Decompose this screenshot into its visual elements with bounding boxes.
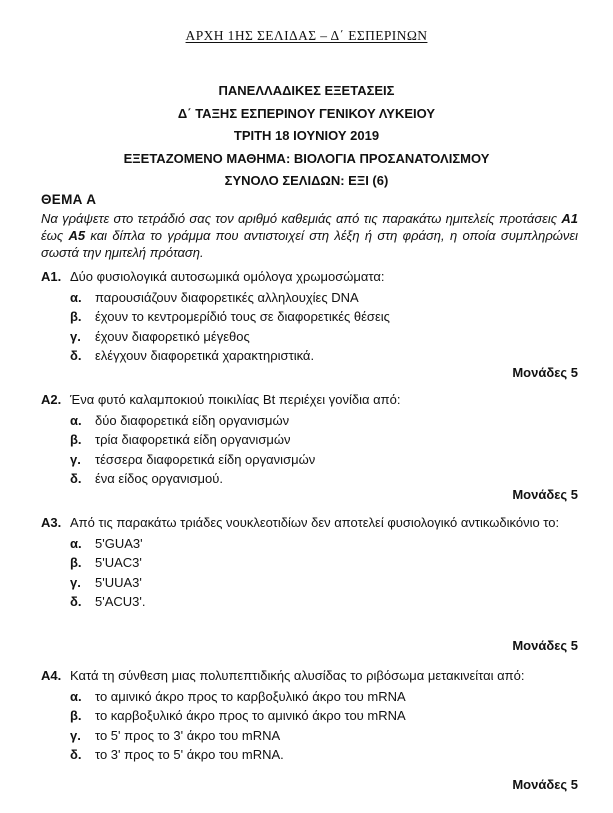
option-item — [41, 411, 578, 430]
points-a3: Μονάδες 5 — [512, 638, 578, 653]
option-item — [41, 745, 578, 764]
option-text: δύο διαφορετικά είδη οργανισμών — [95, 413, 290, 428]
option-text: έχουν το κεντρομερίδιό τους σε διαφορετικές θέσεις — [95, 309, 390, 325]
page-header-text: ΑΡΧΗ 1ΗΣ ΣΕΛΙΔΑΣ – Δ΄ ΕΣΠΕΡΙΝΩΝ — [185, 28, 428, 43]
option-text: τρία διαφορετικά είδη οργανισμών — [95, 432, 291, 448]
option-letter: γ. — [70, 328, 81, 344]
title-line-class: Δ΄ ΤΑΞΗΣ ΕΣΠΕΡΙΝΟΥ ΓΕΝΙΚΟΥ ΛΥΚΕΙΟΥ — [177, 105, 436, 121]
page-header — [0, 28, 613, 44]
option-text: ένα είδος οργανισμού. — [95, 470, 223, 486]
question-text: Κατά τη σύνθεση μιας πολυπεπτιδικής αλυσίδας το ριβόσωμα μετακινείται από: — [70, 668, 525, 683]
options-list — [41, 288, 578, 365]
question-a2 — [41, 391, 578, 488]
option-text: τέσσερα διαφορετικά είδη οργανισμών — [95, 451, 316, 467]
option-item — [41, 553, 578, 572]
option-letter: α. — [70, 290, 82, 305]
option-letter: γ. — [70, 451, 81, 467]
question-text: Ένα φυτό καλαμποκιού ποικιλίας Bt περιέχει γονίδια από: — [70, 392, 401, 407]
option-item — [41, 307, 578, 326]
instructions-part2: έως — [41, 228, 69, 243]
option-item — [41, 346, 578, 365]
option-item — [41, 430, 578, 449]
title-line-subject: ΕΞΕΤΑΖΟΜΕΝΟ ΜΑΘΗΜΑ: ΒΙΟΛΟΓΙΑ ΠΡΟΣΑΝΑΤΟΛΙΣΜΟΥ — [123, 150, 490, 166]
title-line-pages: ΣΥΝΟΛΟ ΣΕΛΙΔΩΝ: ΕΞΙ (6) — [224, 173, 389, 188]
title-line-date: ΤΡΙΤΗ 18 ΙΟΥΝΙΟΥ 2019 — [233, 128, 380, 143]
option-letter: β. — [70, 432, 82, 448]
option-item — [41, 573, 578, 592]
option-letter: β. — [70, 309, 82, 325]
instructions-text — [41, 210, 578, 261]
option-letter: δ. — [70, 347, 82, 363]
option-letter: δ. — [70, 593, 82, 609]
option-text: το 3' προς το 5' άκρο του mRNA. — [95, 746, 284, 762]
option-text: έχουν διαφορετικό μέγεθος — [95, 328, 250, 344]
question-a1 — [41, 268, 578, 365]
option-letter: δ. — [70, 746, 82, 762]
option-letter: δ. — [70, 470, 82, 486]
options-list — [41, 687, 578, 764]
option-text: 5'GUA3' — [95, 536, 143, 551]
option-item — [41, 726, 578, 745]
option-text: το 5' προς το 3' άκρο του mRNA — [95, 727, 281, 743]
question-text: Δύο φυσιολογικά αυτοσωμικά ομόλογα χρωμοσώματα: — [70, 269, 385, 284]
option-letter: α. — [70, 413, 82, 428]
question-number: Α1. — [41, 269, 62, 284]
option-text: το καρβοξυλικό άκρο προς το αμινικό άκρο του mRNA — [95, 708, 406, 724]
points-a4: Μονάδες 5 — [512, 777, 578, 792]
points-a2: Μονάδες 5 — [512, 487, 578, 502]
option-item — [41, 592, 578, 611]
option-text: 5'ACU3'. — [95, 593, 146, 609]
option-letter: α. — [70, 536, 82, 551]
option-letter: α. — [70, 689, 82, 704]
option-item — [41, 327, 578, 346]
instructions-part1: Να γράψετε στο τετράδιό σας τον αριθμό καθεμιάς από τις παρακάτω ημιτελείς προτάσεις — [41, 211, 562, 226]
exam-title-block — [0, 80, 613, 193]
instructions-part3: και δίπλα το γράμμα που αντιστοιχεί στη λέξη ή στη φράση, η οποία συμπληρώνει σωστά την ημιτελή πρόταση. — [41, 228, 578, 260]
option-item — [41, 706, 578, 725]
option-letter: γ. — [70, 727, 81, 743]
instructions-from-question: Α1 — [561, 211, 578, 226]
option-text: παρουσιάζουν διαφορετικές αλληλουχίες DNA — [95, 290, 359, 305]
option-letter: β. — [70, 555, 82, 571]
question-number: Α2. — [41, 392, 62, 407]
option-letter: β. — [70, 708, 82, 724]
option-letter: γ. — [70, 574, 81, 590]
options-list — [41, 411, 578, 488]
option-item — [41, 534, 578, 553]
title-line-exams: ΠΑΝΕΛΛΑΔΙΚΕΣ ΕΞΕΤΑΣΕΙΣ — [218, 83, 395, 98]
option-text: ελέγχουν διαφορετικά χαρακτηριστικά. — [95, 347, 315, 363]
question-a3 — [41, 514, 578, 611]
section-title: ΘΕΜΑ Α — [41, 192, 97, 207]
instructions-to-question: Α5 — [68, 228, 86, 243]
option-item — [41, 450, 578, 469]
option-text: 5'UUA3' — [95, 574, 142, 590]
question-number: Α3. — [41, 515, 62, 530]
options-list — [41, 534, 578, 611]
question-number: Α4. — [41, 668, 62, 683]
option-item — [41, 687, 578, 706]
option-item — [41, 288, 578, 307]
question-a4 — [41, 667, 578, 764]
option-item — [41, 469, 578, 488]
option-text: το αμινικό άκρο προς το καρβοξυλικό άκρο του mRNA — [95, 689, 406, 704]
question-text: Από τις παρακάτω τριάδες νουκλεοτιδίων δεν αποτελεί φυσιολογικό αντικωδικόνιο το: — [70, 515, 560, 530]
points-a1: Μονάδες 5 — [512, 365, 578, 380]
option-text: 5'UAC3' — [95, 555, 142, 571]
